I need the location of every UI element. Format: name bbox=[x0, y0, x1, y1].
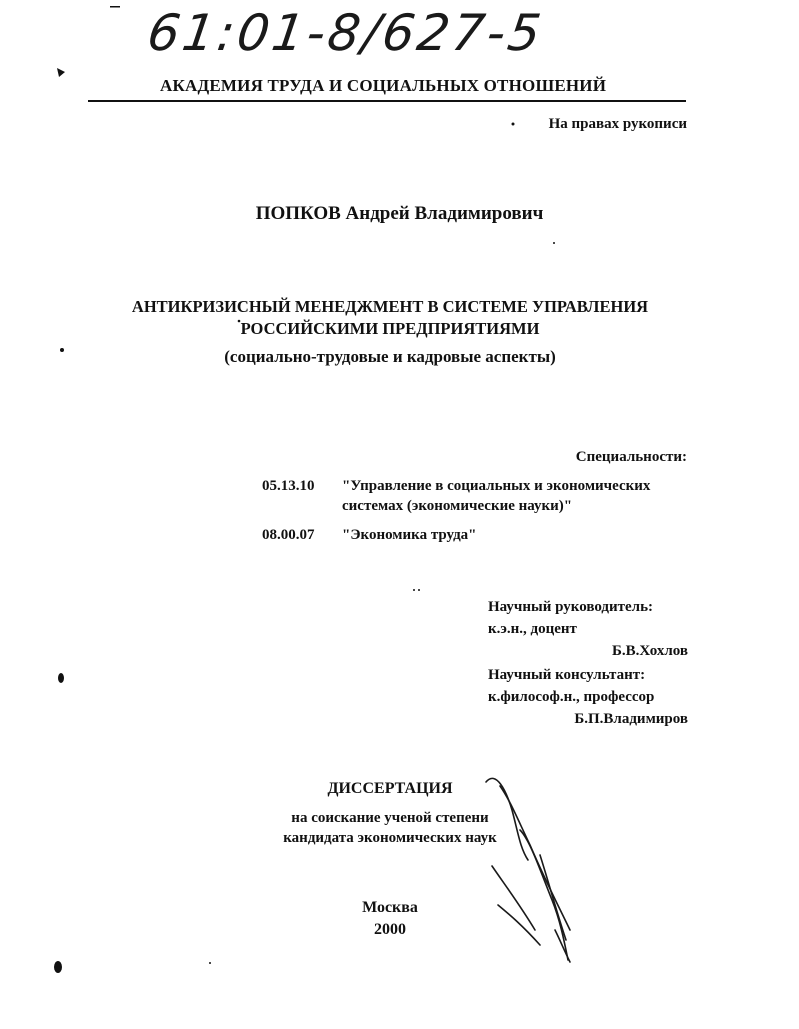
title-line-1: АНТИКРИЗИСНЫЙ МЕНЕДЖМЕНТ В СИСТЕМЕ УПРАВЛЕНИЯ bbox=[131, 297, 649, 316]
specialty-code: 05.13.10 bbox=[262, 478, 315, 494]
author-name: ПОПКОВ Андрей Владимирович bbox=[255, 203, 544, 224]
dissertation-subtitle: (социально-трудовые и кадровые аспекты) bbox=[224, 347, 556, 366]
dissertation-heading: ДИССЕРТАЦИЯ bbox=[327, 780, 453, 797]
specialty-name-continued: системах (экономические науки)" bbox=[342, 498, 573, 514]
specialty-name: "Управление в социальных и экономических bbox=[342, 478, 651, 494]
degree-line-2: кандидата экономических наук bbox=[283, 830, 497, 846]
handwritten-strokes bbox=[486, 778, 570, 962]
specialties-heading: Специальности: bbox=[575, 449, 687, 465]
degree-line-1: на соискание ученой степени bbox=[291, 810, 489, 826]
consultant-label: Научный консультант: bbox=[488, 667, 646, 683]
city: Москва bbox=[362, 899, 418, 916]
consultant-name: Б.П.Владимиров bbox=[574, 711, 688, 727]
scan-specks bbox=[54, 6, 555, 973]
manuscript-rights-note: На правах рукописи bbox=[548, 116, 687, 132]
supervisor-label: Научный руководитель: bbox=[488, 599, 653, 615]
supervisor-degree: к.э.н., доцент bbox=[488, 621, 577, 637]
supervisor-name: Б.В.Хохлов bbox=[611, 643, 688, 659]
specialty-code: 08.00.07 bbox=[262, 527, 315, 543]
specialty-name: "Экономика труда" bbox=[342, 527, 477, 543]
consultant-degree: к.философ.н., профессор bbox=[488, 689, 655, 705]
handwritten-archive-code: 61:01-8/627-5 bbox=[143, 4, 548, 62]
title-line-2: РОССИЙСКИМИ ПРЕДПРИЯТИЯМИ bbox=[240, 319, 540, 338]
year: 2000 bbox=[374, 921, 406, 938]
organization-name: АКАДЕМИЯ ТРУДА И СОЦИАЛЬНЫХ ОТНОШЕНИЙ bbox=[160, 76, 607, 95]
